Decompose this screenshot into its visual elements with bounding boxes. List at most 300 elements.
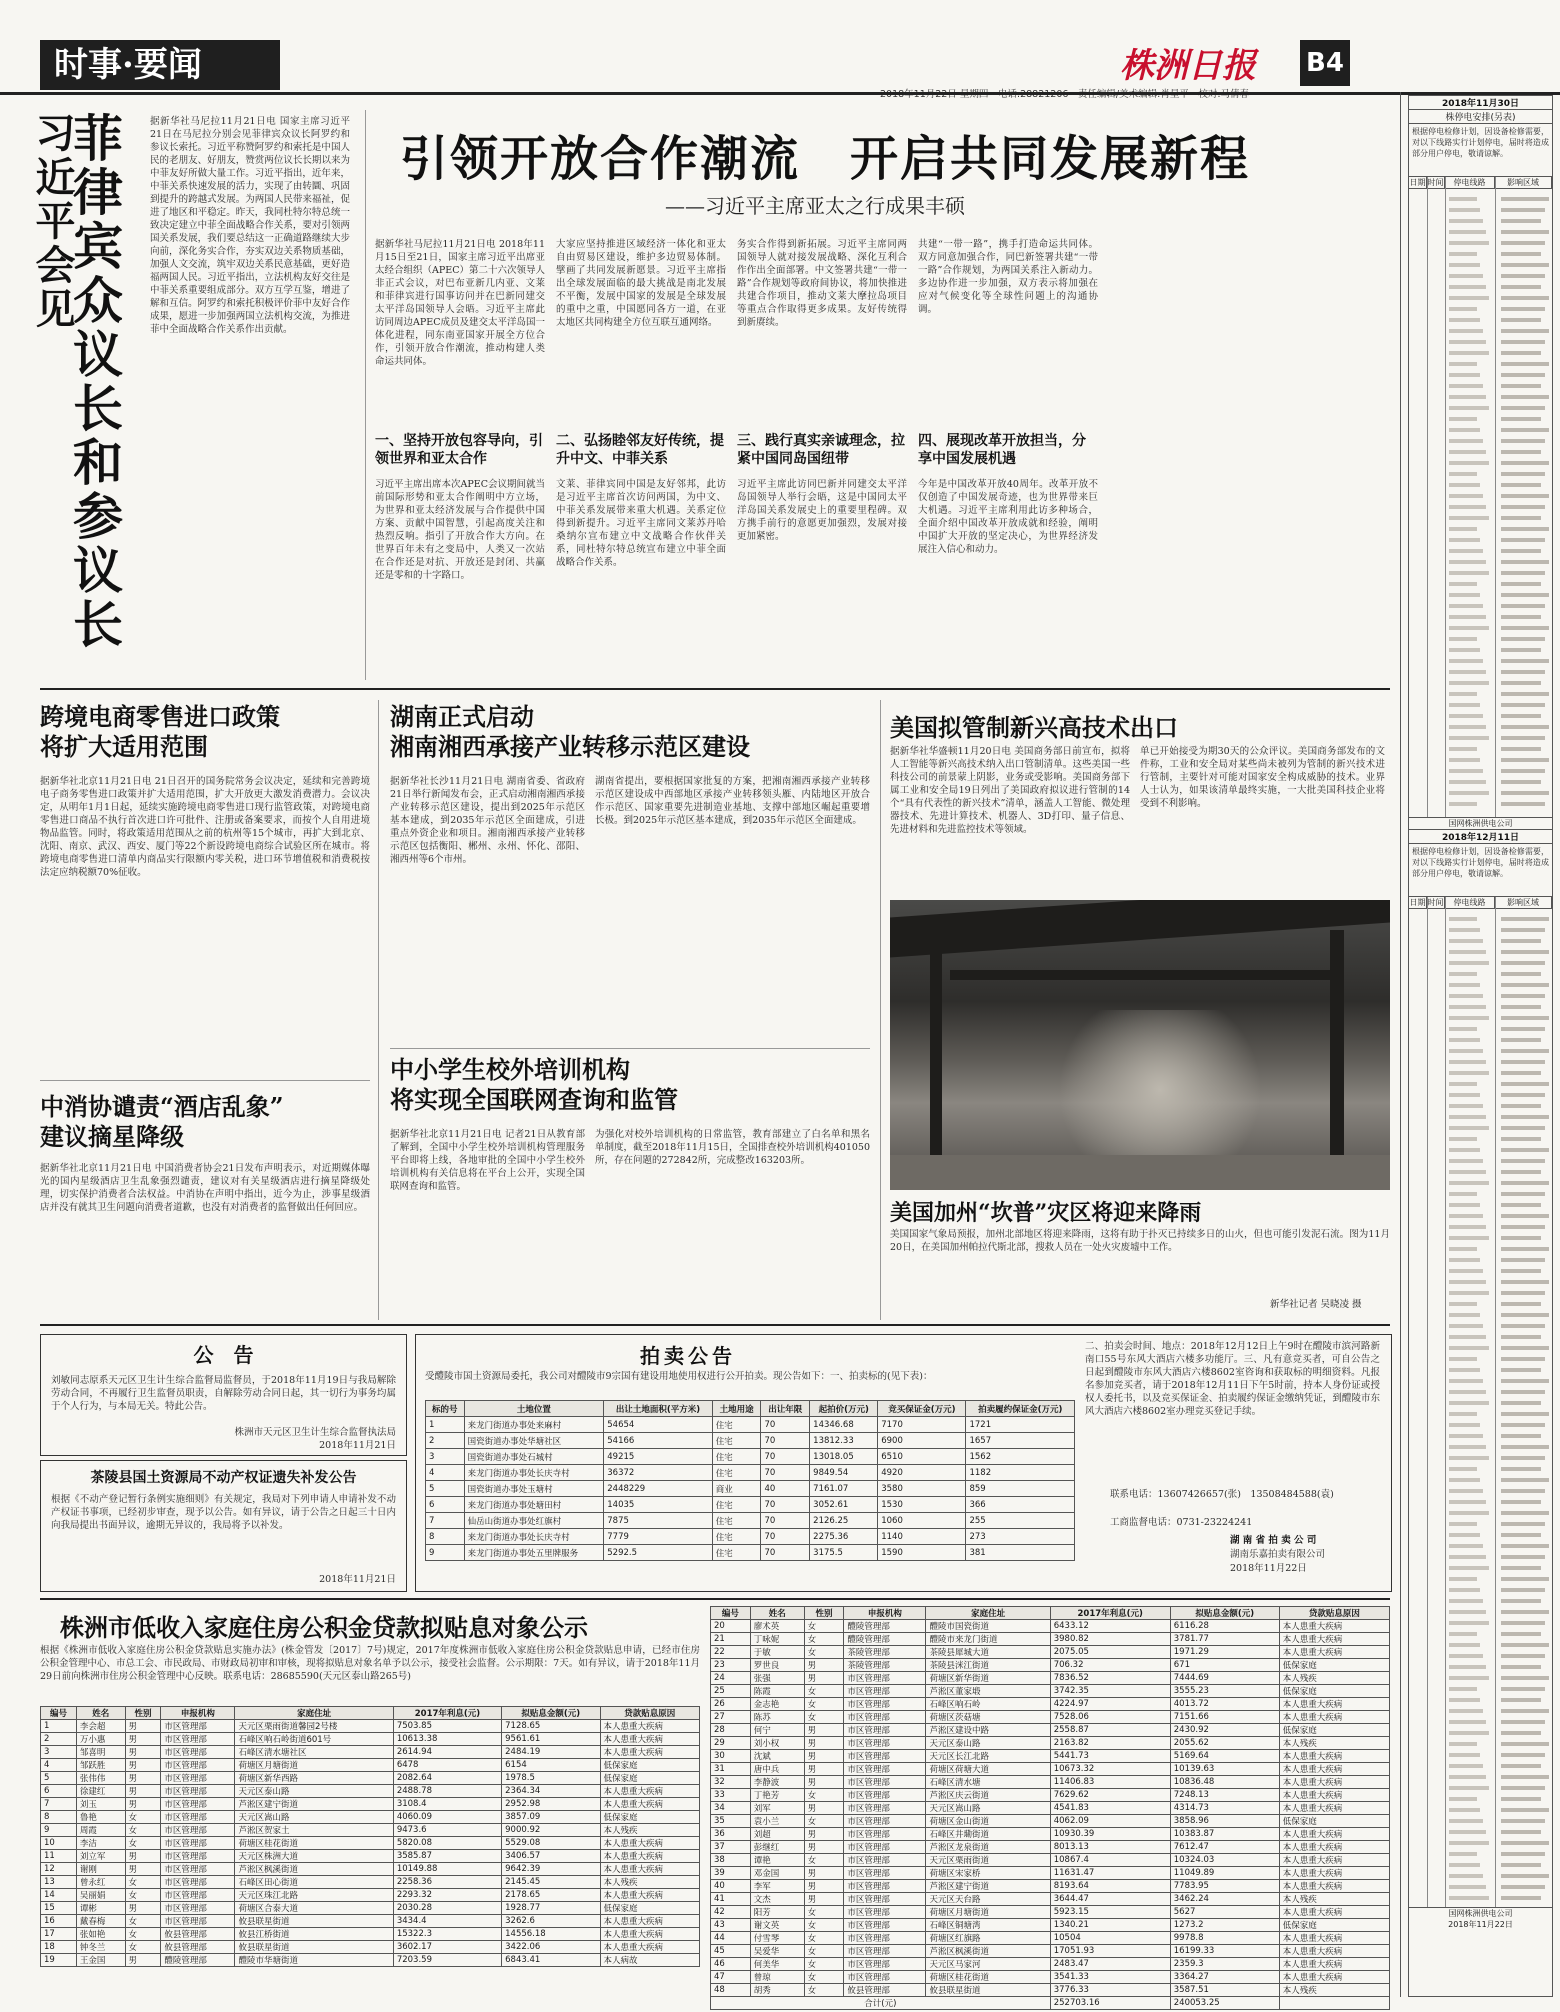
housing-left-cell: 鲁艳 [76,1811,125,1824]
auction-cell: 1140 [878,1529,966,1545]
auction-cell: 国瓷街道办事处华塘社区 [464,1433,604,1449]
housing-left-row [41,1954,700,1967]
housing-left-cell: 本人病故 [600,1954,700,1967]
housing-right-cell: 女 [804,1906,844,1919]
housing-right-cell: 10673.32 [1050,1763,1170,1776]
housing-right-cell: 8193.64 [1050,1880,1170,1893]
housing-right-cell: 男 [804,1659,844,1672]
housing-table-right [710,1606,1390,2010]
auction-cell: 8 [426,1529,465,1545]
housing-left-header-5: 2017年利息(元) [393,1707,501,1720]
housing-left-cell: 18 [41,1941,77,1954]
outage-company-1: 国网株洲供电公司 [1448,819,1513,828]
housing-left-cell: 5820.08 [393,1837,501,1850]
auction-cell: 来龙门街道办事处长庆寺村 [464,1465,604,1481]
housing-right-cell: 3587.51 [1170,1984,1279,1997]
housing-left-cell: 3 [41,1746,77,1759]
housing-right-cell: 石峰区铜塘湾 [926,1919,1050,1932]
housing-left-cell: 攸县江桥街道 [235,1928,393,1941]
housing-right-row [711,1945,1390,1958]
auction-row [426,1497,1075,1513]
housing-left-cell: 荷塘区月塘街道 [235,1759,393,1772]
housing-right-cell: 天元区马家河 [926,1958,1050,1971]
housing-right-cell: 706.32 [1050,1659,1170,1672]
housing-right-row [711,1828,1390,1841]
housing-right-row [711,1737,1390,1750]
auction-cell: 54654 [604,1417,712,1433]
housing-left-cell: 醴陵市华塘街道 [235,1954,393,1967]
housing-left-cell: 女 [125,1837,161,1850]
housing-right-row [711,1646,1390,1659]
housing-right-cell: 本人患重大疾病 [1279,1776,1389,1789]
housing-left-cell: 2952.98 [502,1798,600,1811]
housing-left-cell: 2145.45 [502,1876,600,1889]
housing-right-cell: 唐中兵 [750,1763,804,1776]
auction-cell: 住宅 [712,1417,761,1433]
housing-right-cell: 17051.93 [1050,1945,1170,1958]
housing-left-cell: 4 [41,1759,77,1772]
housing-left-cell: 女 [125,1811,161,1824]
housing-right-cell: 10836.48 [1170,1776,1279,1789]
housing-left-cell: 2 [41,1733,77,1746]
housing-left-cell: 15 [41,1902,77,1915]
housing-left-cell: 市区管理部 [161,1785,235,1798]
housing-left-cell: 市区管理部 [161,1824,235,1837]
housing-right-cell: 2558.87 [1050,1724,1170,1737]
housing-right-cell: 刘超 [750,1828,804,1841]
auction-cell: 49215 [604,1449,712,1465]
housing-right-cell: 10504 [1050,1932,1170,1945]
housing-left-header-1: 姓名 [76,1707,125,1720]
auction-intro: 受醴陵市国土资源局委托，我公司对醴陵市9宗国有建设用地使用权进行公开拍卖。现公告如下：一、拍卖标的(见下表)： [425,1371,933,1382]
housing-left-header-3: 申报机构 [161,1707,235,1720]
auction-cell: 70 [761,1497,810,1513]
housing-left-cell: 男 [125,1798,161,1811]
housing-right-header-2: 性别 [804,1607,844,1620]
housing-right-cell: 29 [711,1737,751,1750]
housing-right-cell: 男 [804,1750,844,1763]
housing-right-cell: 市区管理部 [844,1906,926,1919]
outage-bottom-date: 2018年11月22日 [1448,1920,1513,1929]
housing-left-cell: 11 [41,1850,77,1863]
lost-notice-date: 2018年11月21日 [319,1574,396,1585]
housing-right-cell: 本人患重大疾病 [1279,1854,1389,1867]
housing-right-cell: 低保家庭 [1279,1724,1389,1737]
housing-right-cell: 4541.83 [1050,1802,1170,1815]
lead-section-heading-1: 一、坚持开放包容导向，引领世界和亚太合作 [375,433,543,467]
housing-right-cell: 女 [804,1789,844,1802]
housing-left-row [41,1850,700,1863]
housing-right-cell: 茶陵管理部 [844,1646,926,1659]
housing-left-row [41,1941,700,1954]
housing-right-cell: 袁小兰 [750,1815,804,1828]
housing-left-cell: 2030.28 [393,1902,501,1915]
lead-headline: 引领开放合作潮流 开启共同发展新程 [400,131,1251,187]
housing-left-row [41,1915,700,1928]
section-tag: 时事·要闻 [40,40,280,90]
auction-cell: 1060 [878,1513,966,1529]
housing-right-cell: 7248.13 [1170,1789,1279,1802]
outage-column-header: 停电线路 [1445,897,1495,908]
housing-right-cell: 市区管理部 [844,1867,926,1880]
housing-right-cell: 2430.92 [1170,1724,1279,1737]
housing-right-cell: 市区管理部 [844,1828,926,1841]
auction-row [426,1449,1075,1465]
housing-right-cell: 本人患重大疾病 [1279,1906,1389,1919]
auction-supervise: 工商监督电话：0731-23224241 [1110,1517,1253,1528]
outage-column-header: 停电线路 [1445,177,1495,188]
auction-row [426,1465,1075,1481]
housing-left-cell: 李洁 [76,1837,125,1850]
hotel-body: 据新华社北京11月21日电 中国消费者协会21日发布声明表示，对近期媒体曝光的国内星级酒店卫生乱象强烈谴责，建议对有关星级酒店进行摘星降级处理，切实保护消费者合法权益。中消协在声明中指出，近今为止，涉事星级酒店并没有就其卫生问题向消费者道歉，也没有对消费者的监督做出任何回应。 [40,1163,370,1213]
housing-right-row [711,1776,1390,1789]
housing-right-cell: 35 [711,1815,751,1828]
housing-left-cell: 10 [41,1837,77,1850]
ecommerce-headline-line-2: 将扩大适用范围 [40,732,208,761]
housing-left-header-0: 编号 [41,1707,77,1720]
housing-right-header-4: 家庭住址 [926,1607,1050,1620]
housing-right-cell: 市区管理部 [844,1672,926,1685]
housing-right-cell: 女 [804,1646,844,1659]
housing-left-cell: 女 [125,1876,161,1889]
housing-left-cell: 钟冬兰 [76,1941,125,1954]
housing-left-cell: 低保家庭 [600,1902,700,1915]
lead-body-8: 今年是中国改革开放40周年。改革开放不仅创造了中国发展奇迹，也为世界带来巨大机遇。习近平主席利用此访多种场合，全面介绍中国改革开放成就和经验，阐明中国扩大开放的坚定决心，为世界经济发展注入信心和动力。 [918,479,1098,555]
housing-left-cell: 男 [125,1954,161,1967]
housing-left-cell: 9642.39 [502,1863,600,1876]
auction-cell: 70 [761,1513,810,1529]
housing-left-cell: 2484.19 [502,1746,600,1759]
lead-section-heading-4: 四、展现改革开放担当，分享中国发展机遇 [918,433,1086,467]
housing-left-header-7: 贷款贴息原因 [600,1707,700,1720]
housing-right-cell: 5441.73 [1050,1750,1170,1763]
housing-left-cell: 5 [41,1772,77,1785]
housing-right-cell: 43 [711,1919,751,1932]
housing-left-cell: 2178.65 [502,1889,600,1902]
housing-left-cell: 19 [41,1954,77,1967]
auction-row [426,1513,1075,1529]
auction-cell: 住宅 [712,1465,761,1481]
housing-right-cell: 本人患重大疾病 [1279,1945,1389,1958]
housing-right-cell: 38 [711,1854,751,1867]
housing-right-cell: 何宁 [750,1724,804,1737]
side-subheadline: 习近平会见 [29,112,76,332]
housing-intro: 根据《株洲市低收入家庭住房公积金贷款贴息实施办法》(株金管发〔2017〕7号)规定，2017年度株洲市低收入家庭住房公积金贷款贴息申请，已经市住房公积金管理中心、市总工会、市民政局、市财政局初审和审核，现将拟贴息对象名单予以公示，接受社会监督。公示期限：7天。如有异议，请于2018年11月29日前向株洲市住房公积金管理中心反映。联系电话：28685590(天元区泰山路265号) [40,1645,700,1682]
outage-column-header: 日期 [1409,898,1426,907]
auction-cell: 5292.5 [604,1545,712,1561]
housing-title: 株洲市低收入家庭住房公积金贷款拟贴息对象公示 [60,1613,588,1642]
housing-left-cell: 本人残疾 [600,1876,700,1889]
housing-left-row [41,1772,700,1785]
housing-right-cell: 33 [711,1789,751,1802]
housing-right-cell: 7629.62 [1050,1789,1170,1802]
auction-cell: 36372 [604,1465,712,1481]
housing-left-cell: 2488.78 [393,1785,501,1798]
auction-cell: 7 [426,1513,465,1529]
housing-left-cell: 4060.09 [393,1811,501,1824]
housing-right-cell: 2075.05 [1050,1646,1170,1659]
housing-right-cell: 9978.8 [1170,1932,1279,1945]
housing-right-row [711,1698,1390,1711]
housing-left-cell: 6843.41 [502,1954,600,1967]
housing-left-header-2: 性别 [125,1707,161,1720]
photo-caption-title: 美国加州“坎普”灾区将迎来降雨 [890,1200,1202,1226]
auction-cell: 7779 [604,1529,712,1545]
housing-left-cell: 市区管理部 [161,1915,235,1928]
auction-cell: 2275.36 [810,1529,878,1545]
housing-left-cell: 2614.94 [393,1746,501,1759]
housing-left-header-6: 拟贴息金额(元) [502,1707,600,1720]
auction-cell: 2126.25 [810,1513,878,1529]
auction-cell: 40 [761,1481,810,1497]
outage-top-label: 株停电安排(另表) [1409,110,1552,124]
housing-right-cell: 天元区泰山路 [926,1737,1050,1750]
hunan-body-2: 湖南省提出，要根据国家批复的方案，把湘南湘西承接产业转移示范区建设成中西部地区承接产业转移领头雁、内陆地区开放合作示范区、国家重要先进制造业基地、支撑中部地区崛起重要增长极。到2025年示范区基本建成，到2035年示范区全面建成。 [595,776,870,826]
housing-right-cell: 市区管理部 [844,1932,926,1945]
housing-left-cell: 3602.17 [393,1941,501,1954]
housing-left-cell: 7503.85 [393,1720,501,1733]
housing-right-cell: 4224.97 [1050,1698,1170,1711]
housing-right-cell: 42 [711,1906,751,1919]
housing-right-row [711,1815,1390,1828]
housing-right-cell: 男 [804,1672,844,1685]
housing-left-cell: 低保家庭 [600,1759,700,1772]
auction-cell: 366 [966,1497,1075,1513]
housing-right-cell: 男 [804,1828,844,1841]
housing-right-cell: 本人残疾 [1279,1984,1389,1997]
auction-cell: 14346.68 [810,1417,878,1433]
housing-right-row [711,1867,1390,1880]
housing-left-cell: 9000.92 [502,1824,600,1837]
housing-left-cell: 张伟伟 [76,1772,125,1785]
housing-right-cell: 2163.82 [1050,1737,1170,1750]
housing-right-cell: 女 [804,1919,844,1932]
housing-right-cell: 李军 [750,1880,804,1893]
outage-mid-text: 根据停电检修计划，因设备检修需要，对以下线路实行计划停电，届时将造成部分用户停电，敬请谅解。 [1412,847,1549,878]
housing-left-cell: 本人患重大疾病 [600,1941,700,1954]
housing-right-cell: 本人残疾 [1279,1737,1389,1750]
auction-cell: 1721 [966,1417,1075,1433]
auction-cell: 2 [426,1433,465,1449]
housing-left-row [41,1863,700,1876]
housing-left-cell: 9473.6 [393,1824,501,1837]
housing-right-cell: 市区管理部 [844,1698,926,1711]
housing-right-cell: 2055.62 [1170,1737,1279,1750]
housing-right-row [711,1659,1390,1672]
housing-right-cell: 本人患重大疾病 [1279,1880,1389,1893]
housing-left-cell: 天元区栗雨街道馨园2号楼 [235,1720,393,1733]
housing-right-cell: 3555.23 [1170,1685,1279,1698]
housing-right-cell: 48 [711,1984,751,1997]
housing-right-cell: 女 [804,1945,844,1958]
housing-left-cell: 市区管理部 [161,1876,235,1889]
housing-left-cell: 本人患重大疾病 [600,1837,700,1850]
auction-row [426,1545,1075,1561]
housing-right-row [711,1685,1390,1698]
housing-left-cell: 芦淞区建宁街道 [235,1798,393,1811]
housing-left-cell: 2293.32 [393,1889,501,1902]
housing-right-cell: 男 [804,1841,844,1854]
housing-right-cell: 5169.64 [1170,1750,1279,1763]
auction-row [426,1481,1075,1497]
housing-right-row [711,1802,1390,1815]
auction-cell: 国瓷街道办事处玉塘村 [464,1481,604,1497]
housing-right-cell: 廖术英 [750,1620,804,1633]
housing-right-cell: 5627 [1170,1906,1279,1919]
housing-right-cell: 市区管理部 [844,1711,926,1724]
auction-date: 2018年11月22日 [1230,1563,1307,1574]
housing-right-cell: 7836.52 [1050,1672,1170,1685]
housing-right-cell: 荷塘区金山街道 [926,1815,1050,1828]
outage-mid-date: 2018年12月11日 [1409,829,1552,844]
housing-left-row [41,1824,700,1837]
housing-right-cell: 阳芳 [750,1906,804,1919]
lost-notice-body: 根据《不动产登记暂行条例实施细则》有关规定，我局对下列申请人申请补发不动产权证书事项，已经初步审查，现予以公告。如有异议，请于公告之日起三十日内向我局提出书面异议，逾期无异议的，我局将予以补发。 [51,1494,396,1531]
auction-cell: 住宅 [712,1545,761,1561]
housing-right-cell: 10139.63 [1170,1763,1279,1776]
housing-right-cell: 醴陵市国瓷街道 [926,1620,1050,1633]
hunan-headline [390,702,870,762]
housing-right-cell: 付雪琴 [750,1932,804,1945]
housing-right-row [711,1893,1390,1906]
notice-date: 2018年11月21日 [319,1440,396,1451]
hunan-headline-line-1: 湖南正式启动 [390,702,534,731]
auction-cell: 来龙门街道办事处来麻村 [464,1417,604,1433]
housing-right-cell: 本人患重大疾病 [1279,1711,1389,1724]
housing-left-row [41,1811,700,1824]
housing-right-cell: 5923.15 [1050,1906,1170,1919]
housing-right-cell: 3858.96 [1170,1815,1279,1828]
housing-right-cell: 石峰区响石岭 [926,1698,1050,1711]
auction-cell: 273 [966,1529,1075,1545]
hotel-headline-line-1: 中消协谴责“酒店乱象” [40,1092,284,1121]
housing-right-row [711,1672,1390,1685]
photo-credit: 新华社记者 吴晓凌 摄 [1270,1299,1362,1310]
housing-left-cell: 2258.36 [393,1876,501,1889]
auction-cell: 5 [426,1481,465,1497]
auction-cell: 3175.5 [810,1545,878,1561]
housing-left-row [41,1759,700,1772]
housing-left-cell: 荷塘区桂花街道 [235,1837,393,1850]
housing-right-cell: 荷塘区新华街道 [926,1672,1050,1685]
housing-right-row [711,1971,1390,1984]
housing-left-row [41,1889,700,1902]
housing-right-cell: 低保家庭 [1279,1659,1389,1672]
lead-body-1: 据新华社马尼拉11月21日电 2018年11月15日至21日，国家主席习近平出席亚太经合组织（APEC）第二十六次领导人非正式会议，对巴布亚新几内亚、文莱和菲律宾进行国事访问并在巴新同建交太平洋岛国领导人会晤。习近平主席此访同周边APEC成员及建交太平洋岛国一体化进程，同东南亚国家开展全方位合作，引领开放合作潮流，推动构建人类命运共同体。 [375,239,545,367]
notice-box [40,1334,407,1456]
housing-left-cell: 市区管理部 [161,1772,235,1785]
housing-right-cell: 本人患重大疾病 [1279,1750,1389,1763]
housing-left-cell: 市区管理部 [161,1759,235,1772]
auction-table [425,1400,1075,1561]
housing-left-cell: 刘玉 [76,1798,125,1811]
housing-left-cell: 6478 [393,1759,501,1772]
housing-right-cell: 23 [711,1659,751,1672]
housing-left-cell: 芦淞区枫溪街道 [235,1863,393,1876]
housing-right-cell: 6433.12 [1050,1620,1170,1633]
housing-right-cell: 本人患重大疾病 [1279,1802,1389,1815]
housing-left-cell: 市区管理部 [161,1798,235,1811]
housing-left-cell: 邹跃胜 [76,1759,125,1772]
housing-left-row [41,1876,700,1889]
housing-right-cell: 文杰 [750,1893,804,1906]
housing-right-cell: 天元区长江北路 [926,1750,1050,1763]
housing-left-row [41,1785,700,1798]
housing-left-cell: 市区管理部 [161,1902,235,1915]
housing-right-row [711,1880,1390,1893]
housing-right-cell: 何美华 [750,1958,804,1971]
auction-cell: 国瓷街道办事处石城村 [464,1449,604,1465]
housing-right-cell: 39 [711,1867,751,1880]
housing-right-cell: 本人患重大疾病 [1279,1633,1389,1646]
housing-right-cell: 本人患重大疾病 [1279,1841,1389,1854]
school-body-1: 据新华社北京11月21日电 记者21日从教育部了解到，全国中小学生校外培训机构管理服务平台即将上线，各地审批的全国中小学生校外培训机构有关信息将在平台上公开，实现全国联网查询和监管。 [390,1129,585,1192]
notice-body: 刘敏同志原系天元区卫生计生综合监督局监督员，于2018年11月19日与我局解除劳动合同，不再履行卫生监督员职责，自解除劳动合同日起，其一切行为事务均属于个人行为，与本局无关。特此公告。 [51,1375,396,1412]
housing-left-cell: 本人患重大疾病 [600,1746,700,1759]
outage-top-date: 2018年11月30日 [1409,96,1552,110]
housing-right-cell: 刘小权 [750,1737,804,1750]
housing-right-cell: 芦淞区建宁街道 [926,1880,1050,1893]
housing-right-cell: 女 [804,1854,844,1867]
housing-right-cell: 沈斌 [750,1750,804,1763]
housing-right-cell: 11631.47 [1050,1867,1170,1880]
housing-right-row [711,1633,1390,1646]
housing-right-header-0: 编号 [711,1607,751,1620]
housing-right-cell: 醴陵管理部 [844,1633,926,1646]
housing-left-cell: 刘立军 [76,1850,125,1863]
housing-right-cell: 本人患重大疾病 [1279,1698,1389,1711]
side-headline: 菲律宾众议长和参议长 [65,112,124,652]
housing-left-cell: 12 [41,1863,77,1876]
housing-right-cell: 3462.24 [1170,1893,1279,1906]
housing-right-cell: 吴爱华 [750,1945,804,1958]
housing-right-cell: 10383.87 [1170,1828,1279,1841]
housing-right-cell: 陈霞 [750,1685,804,1698]
housing-right-cell: 26 [711,1698,751,1711]
housing-left-cell: 6154 [502,1759,600,1772]
housing-right-row [711,1711,1390,1724]
housing-right-cell: 32 [711,1776,751,1789]
housing-right-cell: 彭继红 [750,1841,804,1854]
ecommerce-body: 据新华社北京11月21日电 21日召开的国务院常务会议决定，延续和完善跨境电子商务零售进口政策并扩大适用范围，扩大开放更大激发消费潜力。会议决定，从明年1月1日起，延续实施跨境电商零售进口现行监管政策，对跨境电商零售进口商品不执行首次进口许可批件、注册或备案要求，而按个人自用进境物品监管。同时，将政策适用范围从之前的杭州等15个城市，再扩大到北京、沈阳、南京、武汉、西安、厦门等22个新设跨境电商综合试验区所在城市。将跨境电商零售进口清单内商品实行限额内零关税，进口环节增值税和消费税按法定应纳税额70%征收。 [40,776,370,878]
housing-left-cell: 8 [41,1811,77,1824]
housing-right-cell: 本人残疾 [1279,1893,1389,1906]
housing-left-cell: 9 [41,1824,77,1837]
housing-right-cell: 男 [804,1724,844,1737]
auction-cell: 1530 [878,1497,966,1513]
housing-left-cell: 7 [41,1798,77,1811]
outage-column-header: 日期 [1409,178,1426,187]
housing-right-row [711,1841,1390,1854]
housing-right-cell: 醴陵管理部 [844,1620,926,1633]
housing-left-cell: 本人患重大疾病 [600,1733,700,1746]
auction-cell: 14035 [604,1497,712,1513]
housing-left-cell: 邹喜明 [76,1746,125,1759]
auction-header-2: 出让土地面积(平方米) [604,1401,712,1417]
housing-right-cell: 荷塘区宋家桥 [926,1867,1050,1880]
housing-left-cell: 男 [125,1720,161,1733]
housing-right-cell: 34 [711,1802,751,1815]
housing-right-cell: 44 [711,1932,751,1945]
housing-right-cell: 低保家庭 [1279,1685,1389,1698]
housing-right-cell: 谭艳 [750,1854,804,1867]
housing-right-cell: 3644.47 [1050,1893,1170,1906]
housing-right-cell: 11049.89 [1170,1867,1279,1880]
lost-notice-title: 茶陵县国土资源局不动产权证遗失补发公告 [90,1470,357,1486]
housing-right-cell: 胡秀 [750,1984,804,1997]
school-headline-line-2: 将实现全国联网查询和监管 [390,1085,678,1114]
housing-right-cell: 本人患重大疾病 [1279,1763,1389,1776]
